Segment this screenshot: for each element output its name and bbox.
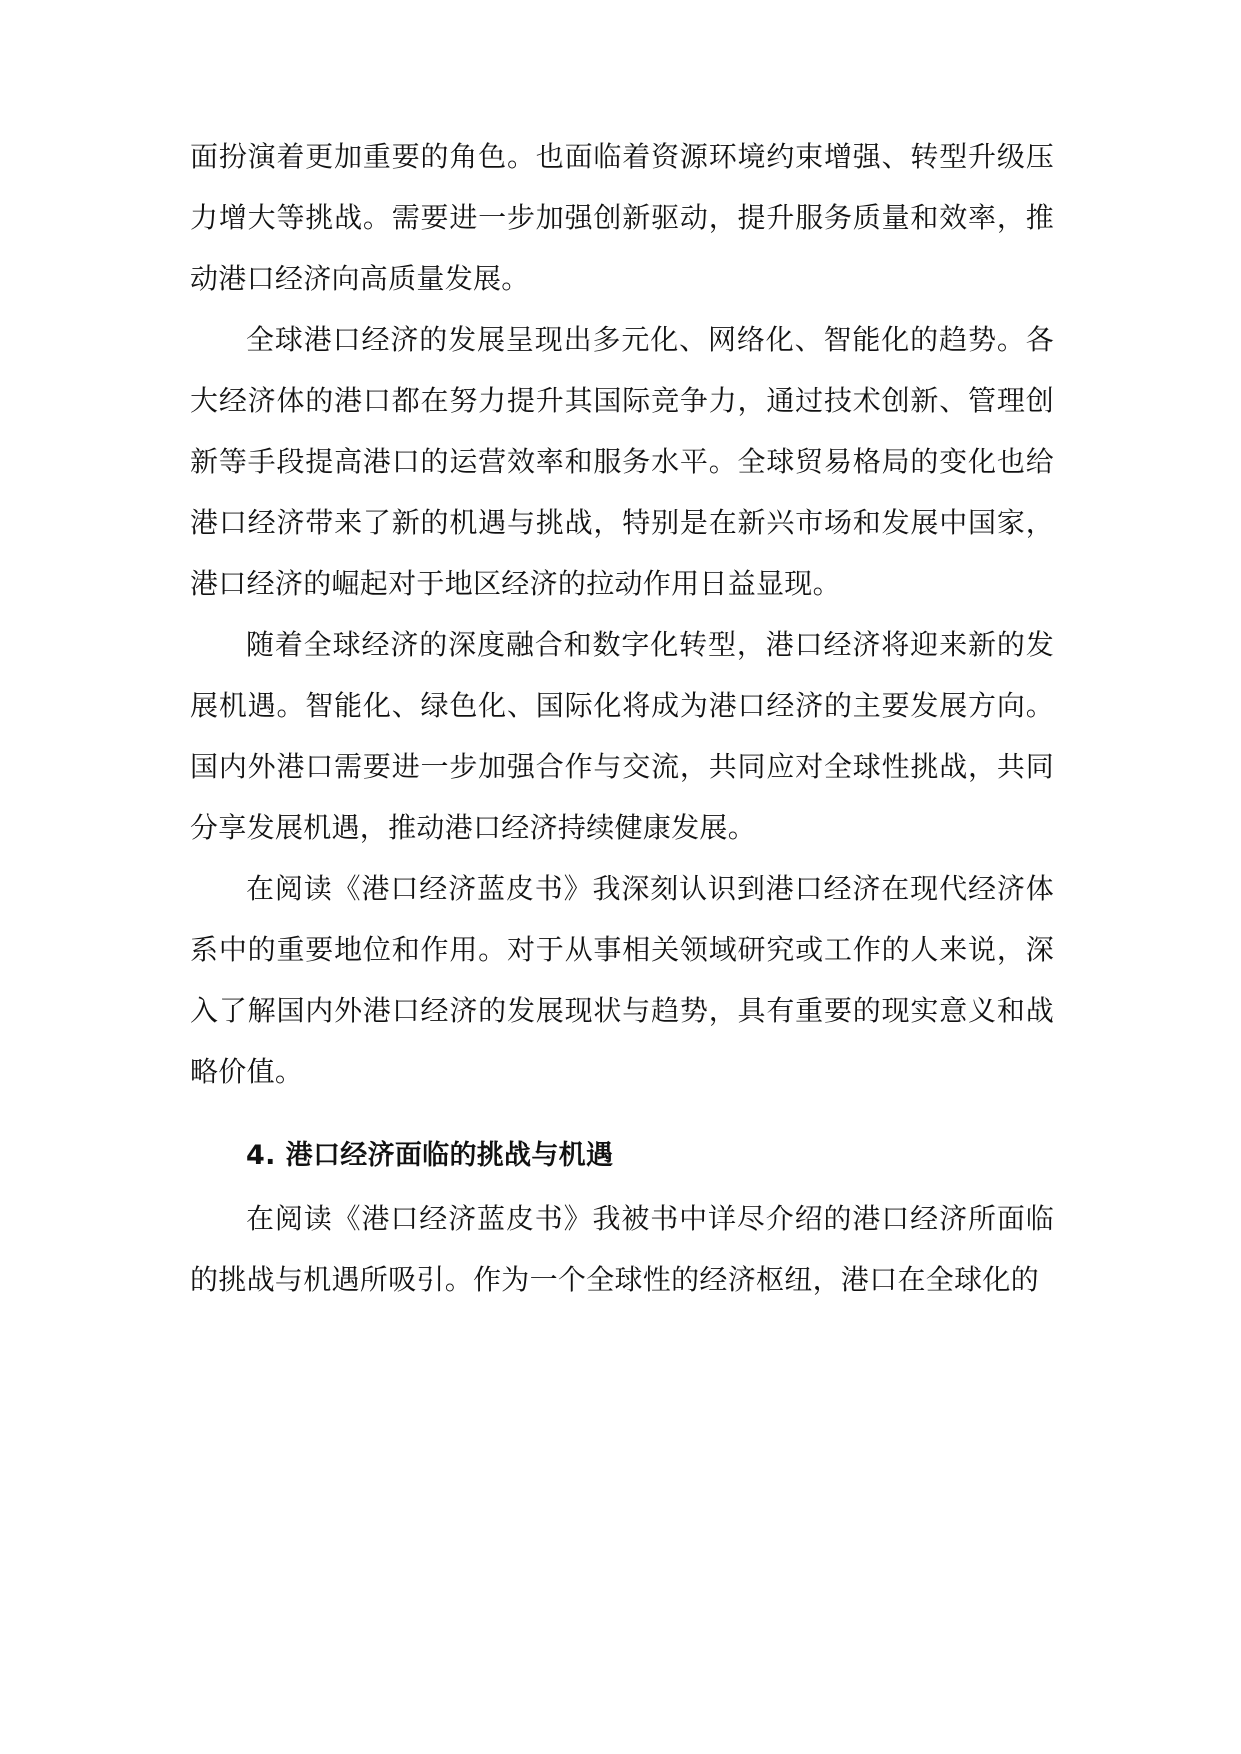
- paragraph: 全球港口经济的发展呈现出多元化、网络化、智能化的趋势。各大经济体的港口都在努力提升其国际竞争力，通过技术创新、管理创新等手段提高港口的运营效率和服务水平。全球贸易格局的变化也给港口经济带来了新的机遇与挑战，特别是在新兴市场和发展中国家，港口经济的崛起对于地区经济的拉动作用日益显现。: [190, 323, 1054, 600]
- paragraph: 随着全球经济的深度融合和数字化转型，港口经济将迎来新的发展机遇。智能化、绿色化、国际化将成为港口经济的主要发展方向。国内外港口需要进一步加强合作与交流，共同应对全球性挑战，共同分享发展机遇，推动港口经济持续健康发展。: [190, 628, 1054, 844]
- paragraph: 面扮演着更加重要的角色。也面临着资源环境约束增强、转型升级压力增大等挑战。需要进一步加强创新驱动，提升服务质量和效率，推动港口经济向高质量发展。: [190, 140, 1054, 295]
- paragraph: 在阅读《港口经济蓝皮书》我深刻认识到港口经济在现代经济体系中的重要地位和作用。对于从事相关领域研究或工作的人来说，深入了解国内外港口经济的发展现状与趋势，具有重要的现实意义和战略价值。: [190, 872, 1054, 1088]
- paragraph: 在阅读《港口经济蓝皮书》我被书中详尽介绍的港口经济所面临的挑战与机遇所吸引。作为一个全球性的经济枢纽，港口在全球化的: [190, 1202, 1054, 1296]
- section-heading: [190, 1124, 1054, 1188]
- document-body: [190, 126, 1054, 1310]
- section-title: 港口经济面临的挑战与机遇: [285, 1140, 614, 1171]
- section-number: 4.: [246, 1140, 276, 1171]
